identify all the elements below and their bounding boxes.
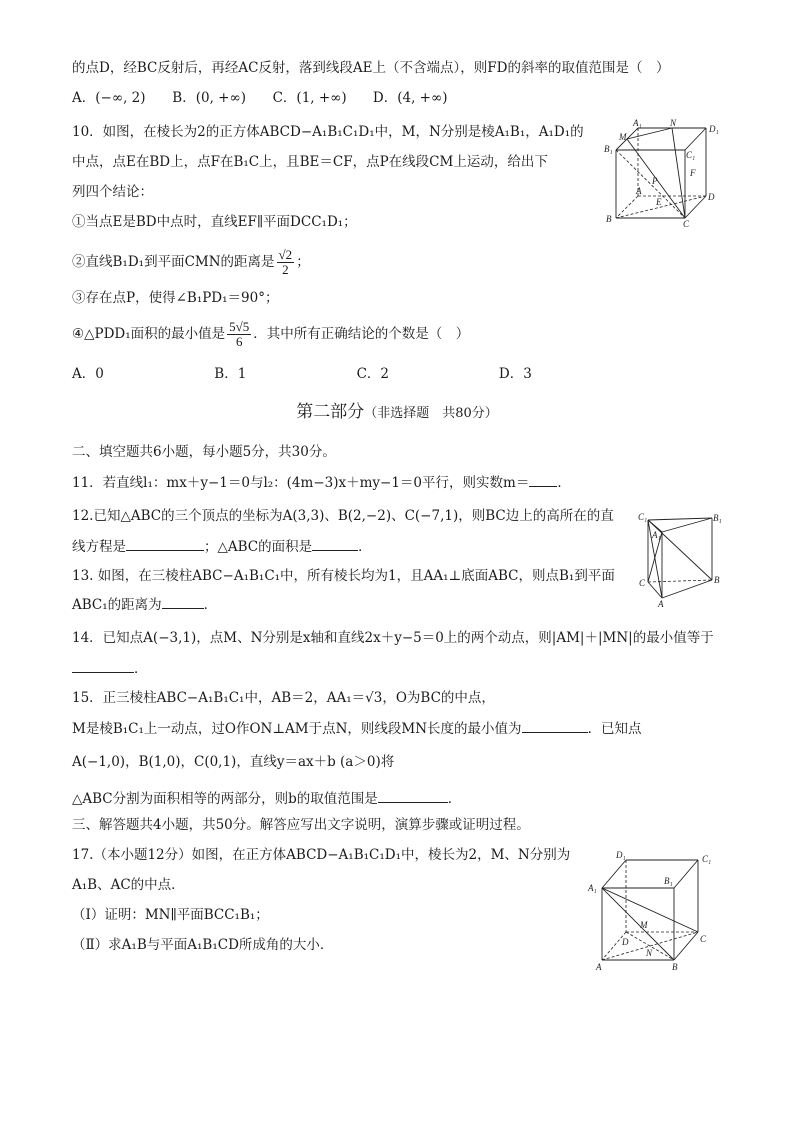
q13-line2-text: ABC₁的距离为 [72, 597, 162, 613]
q10-c4-den: 6 [235, 334, 243, 349]
q17-fig-label-b: B [672, 962, 678, 972]
q10-c2-end: ； [296, 254, 310, 270]
q15-line2 [72, 718, 642, 739]
q9-option-d: D．(4, +∞) [372, 90, 448, 106]
q13-fig-label-a: A [658, 599, 664, 609]
q15-line1: 15．正三棱柱ABC−A₁B₁C₁中，AB＝2，AA₁＝√3，O为BC的中点， [72, 690, 495, 706]
q13-fig-label-b: B [714, 575, 720, 585]
q17-fig-label-a1: A₁ [588, 883, 597, 893]
q11-blank[interactable] [529, 472, 557, 487]
q11 [72, 472, 571, 493]
q17-fig-label-n: N [646, 948, 653, 958]
q15-line4-text: △ABC分割为面积相等的两部分，则b的取值范围是 [72, 791, 378, 807]
q10-c4-text: ④△PDD₁面积的最小值是 [72, 326, 226, 342]
q10-fig-label-c: C [683, 219, 690, 229]
q10-fig-label-c1: C₁ [686, 150, 696, 160]
q11-text: 11．若直线l₁：mx＋y−1＝0与l₂：(4m−3)x＋my−1＝0平行，则实数m＝ [72, 475, 530, 491]
q10-conclusion-4 [72, 316, 469, 352]
q17-part2: （Ⅱ）求A₁B与平面A₁B₁CD所成角的大小． [72, 937, 334, 953]
q9-tail: 的点D，经BC反射后，再经AC反射，落到线段AE上（不含端点），则FD的斜率的取值范围是（ ） [72, 60, 670, 76]
q10-fig-label-m: M [619, 132, 627, 142]
q10-fig-label-a: A [636, 186, 642, 196]
q15-line2-text: M是棱B₁C₁上一动点，过O作ON⊥AM于点N，则线段MN长度的最小值为 [72, 721, 522, 737]
q13-prism-figure [636, 510, 728, 610]
q10-option-c: C．2 [356, 366, 390, 382]
q14-line2 [72, 658, 148, 679]
q14-blank[interactable] [72, 658, 134, 673]
q13-line1: 13. 如图，在三棱柱ABC−A₁B₁C₁中，所有棱长均为1，且AA₁⊥底面ABC，则点B₁到平面 [72, 568, 615, 584]
q13-fig-label-c1: C₁ [638, 512, 648, 522]
q17-fig-label-m: M [640, 920, 648, 930]
q10-fig-label-f: F [690, 168, 696, 178]
q12-blank-2[interactable] [312, 536, 358, 551]
q12-line2 [72, 536, 372, 557]
q10-fig-label-d1: D₁ [709, 124, 719, 134]
q10-c4-fraction [227, 320, 251, 349]
q17-fig-label-c: C [700, 934, 707, 944]
q13-fig-label-a1: A₁ [652, 530, 661, 540]
q9-options [72, 88, 469, 108]
q10-conclusion-1: ①当点E是BD中点时，直线EF∥平面DCC₁D₁； [72, 214, 357, 230]
q10-line3: 列四个结论： [72, 184, 153, 200]
q13-end: ． [203, 597, 218, 613]
q14-end: ． [134, 661, 148, 677]
q10-option-b: B．1 [214, 366, 247, 382]
q10-line2: 中点，点E在BD上，点F在B₁C上，且BE＝CF，点P在线段CM上运动，给出下 [72, 154, 548, 170]
q11-end: ． [557, 475, 571, 491]
q10-c4-end: ．其中所有正确结论的个数是（ ） [253, 326, 470, 342]
section2-heading: 二、填空题共6小题，每小题5分，共30分。 [72, 444, 336, 460]
q13-fig-label-b1: B₁ [713, 513, 722, 523]
q10-line1: 10．如图，在棱长为2的正方体ABCD−A₁B₁C₁D₁中，M，N分别是棱A₁B₁，A₁D₁的 [72, 124, 584, 140]
q10-option-d: D．3 [498, 366, 532, 382]
q17-fig-label-d1: D₁ [616, 850, 626, 860]
q17-fig-label-a: A [596, 962, 602, 972]
q12-line2-c: ． [358, 539, 372, 555]
q10-c2-text: ②直线B₁D₁到平面CMN的距离是 [72, 254, 275, 270]
q10-fig-label-d: D [708, 192, 715, 202]
q10-conclusion-3: ③存在点P，使得∠B₁PD₁＝90°； [72, 290, 279, 306]
q14-line1: 14．已知点A(−3,1)，点M、N分别是x轴和直线2x＋y−5＝0上的两个动点，则|AM|＋|MN|的最小值等于 [72, 630, 714, 646]
q17-cube-figure [586, 848, 726, 974]
q12-line2-b: ；△ABC的面积是 [204, 539, 313, 555]
q13-line2 [72, 594, 217, 615]
q13-fig-label-c: C [639, 578, 646, 588]
q10-c2-den: 2 [282, 262, 289, 277]
q10-fig-label-b1: B₁ [604, 144, 613, 154]
q15-line3: A(−1,0)，B(1,0)，C(0,1)，直线y＝ax＋b (a＞0)将 [72, 754, 395, 770]
q12-line2-a: 线方程是 [72, 539, 126, 555]
q15-line4 [72, 788, 461, 809]
part2-title: 第二部分 [296, 402, 365, 422]
q17-fig-label-b1: B₁ [664, 876, 673, 886]
q10-c2-fraction [277, 248, 295, 277]
q10-fig-label-p: P [652, 176, 658, 186]
q12-blank-1[interactable] [126, 536, 204, 551]
q17-fig-label-d: D [622, 937, 629, 947]
q10-conclusion-2 [72, 244, 310, 280]
q10-options [72, 364, 637, 384]
q15-blank-2[interactable] [378, 788, 448, 803]
q10-c4-num: 5√5 [229, 319, 250, 334]
q10-fig-label-e: E [656, 197, 662, 207]
q17-fig-label-c1: C₁ [702, 854, 712, 864]
q9-option-c: C．(1, +∞) [272, 90, 347, 106]
q17-part1: （Ⅰ）证明：MN∥平面BCC₁B₁； [72, 907, 269, 923]
q13-blank[interactable] [162, 594, 204, 609]
q9-option-b: B．(0, +∞) [172, 90, 246, 106]
section3-heading: 三、解答题共4小题，共50分。解答应写出文字说明，演算步骤或证明过程。 [72, 817, 530, 833]
q12-line1: 12.已知△ABC的三个顶点的坐标为A(3,3)、B(2,−2)、C(−7,1)，则BC边上的高所在的直 [72, 508, 614, 524]
part2-subtitle: （非选择题 共80分） [364, 406, 498, 421]
q17-line1: 17.（本小题12分）如图，在正方体ABCD−A₁B₁C₁D₁中，棱长为2，M、N分别为 [72, 847, 571, 863]
q9-option-a: A．(−∞, 2) [72, 90, 146, 106]
q10-c2-num: √2 [278, 247, 293, 262]
q15-blank-1[interactable] [522, 718, 588, 733]
q10-fig-label-n: N [670, 118, 677, 128]
q17-line2: A₁B、AC的中点． [72, 877, 185, 893]
q10-fig-label-a1: A₁ [633, 118, 642, 128]
q10-cube-figure [600, 118, 726, 230]
q15-line2-end: ．已知点 [587, 721, 642, 737]
q10-option-a: A．0 [72, 366, 104, 382]
q15-line4-end: ． [447, 791, 462, 807]
part2-heading [0, 400, 794, 426]
q10-fig-label-b: B [606, 214, 612, 224]
